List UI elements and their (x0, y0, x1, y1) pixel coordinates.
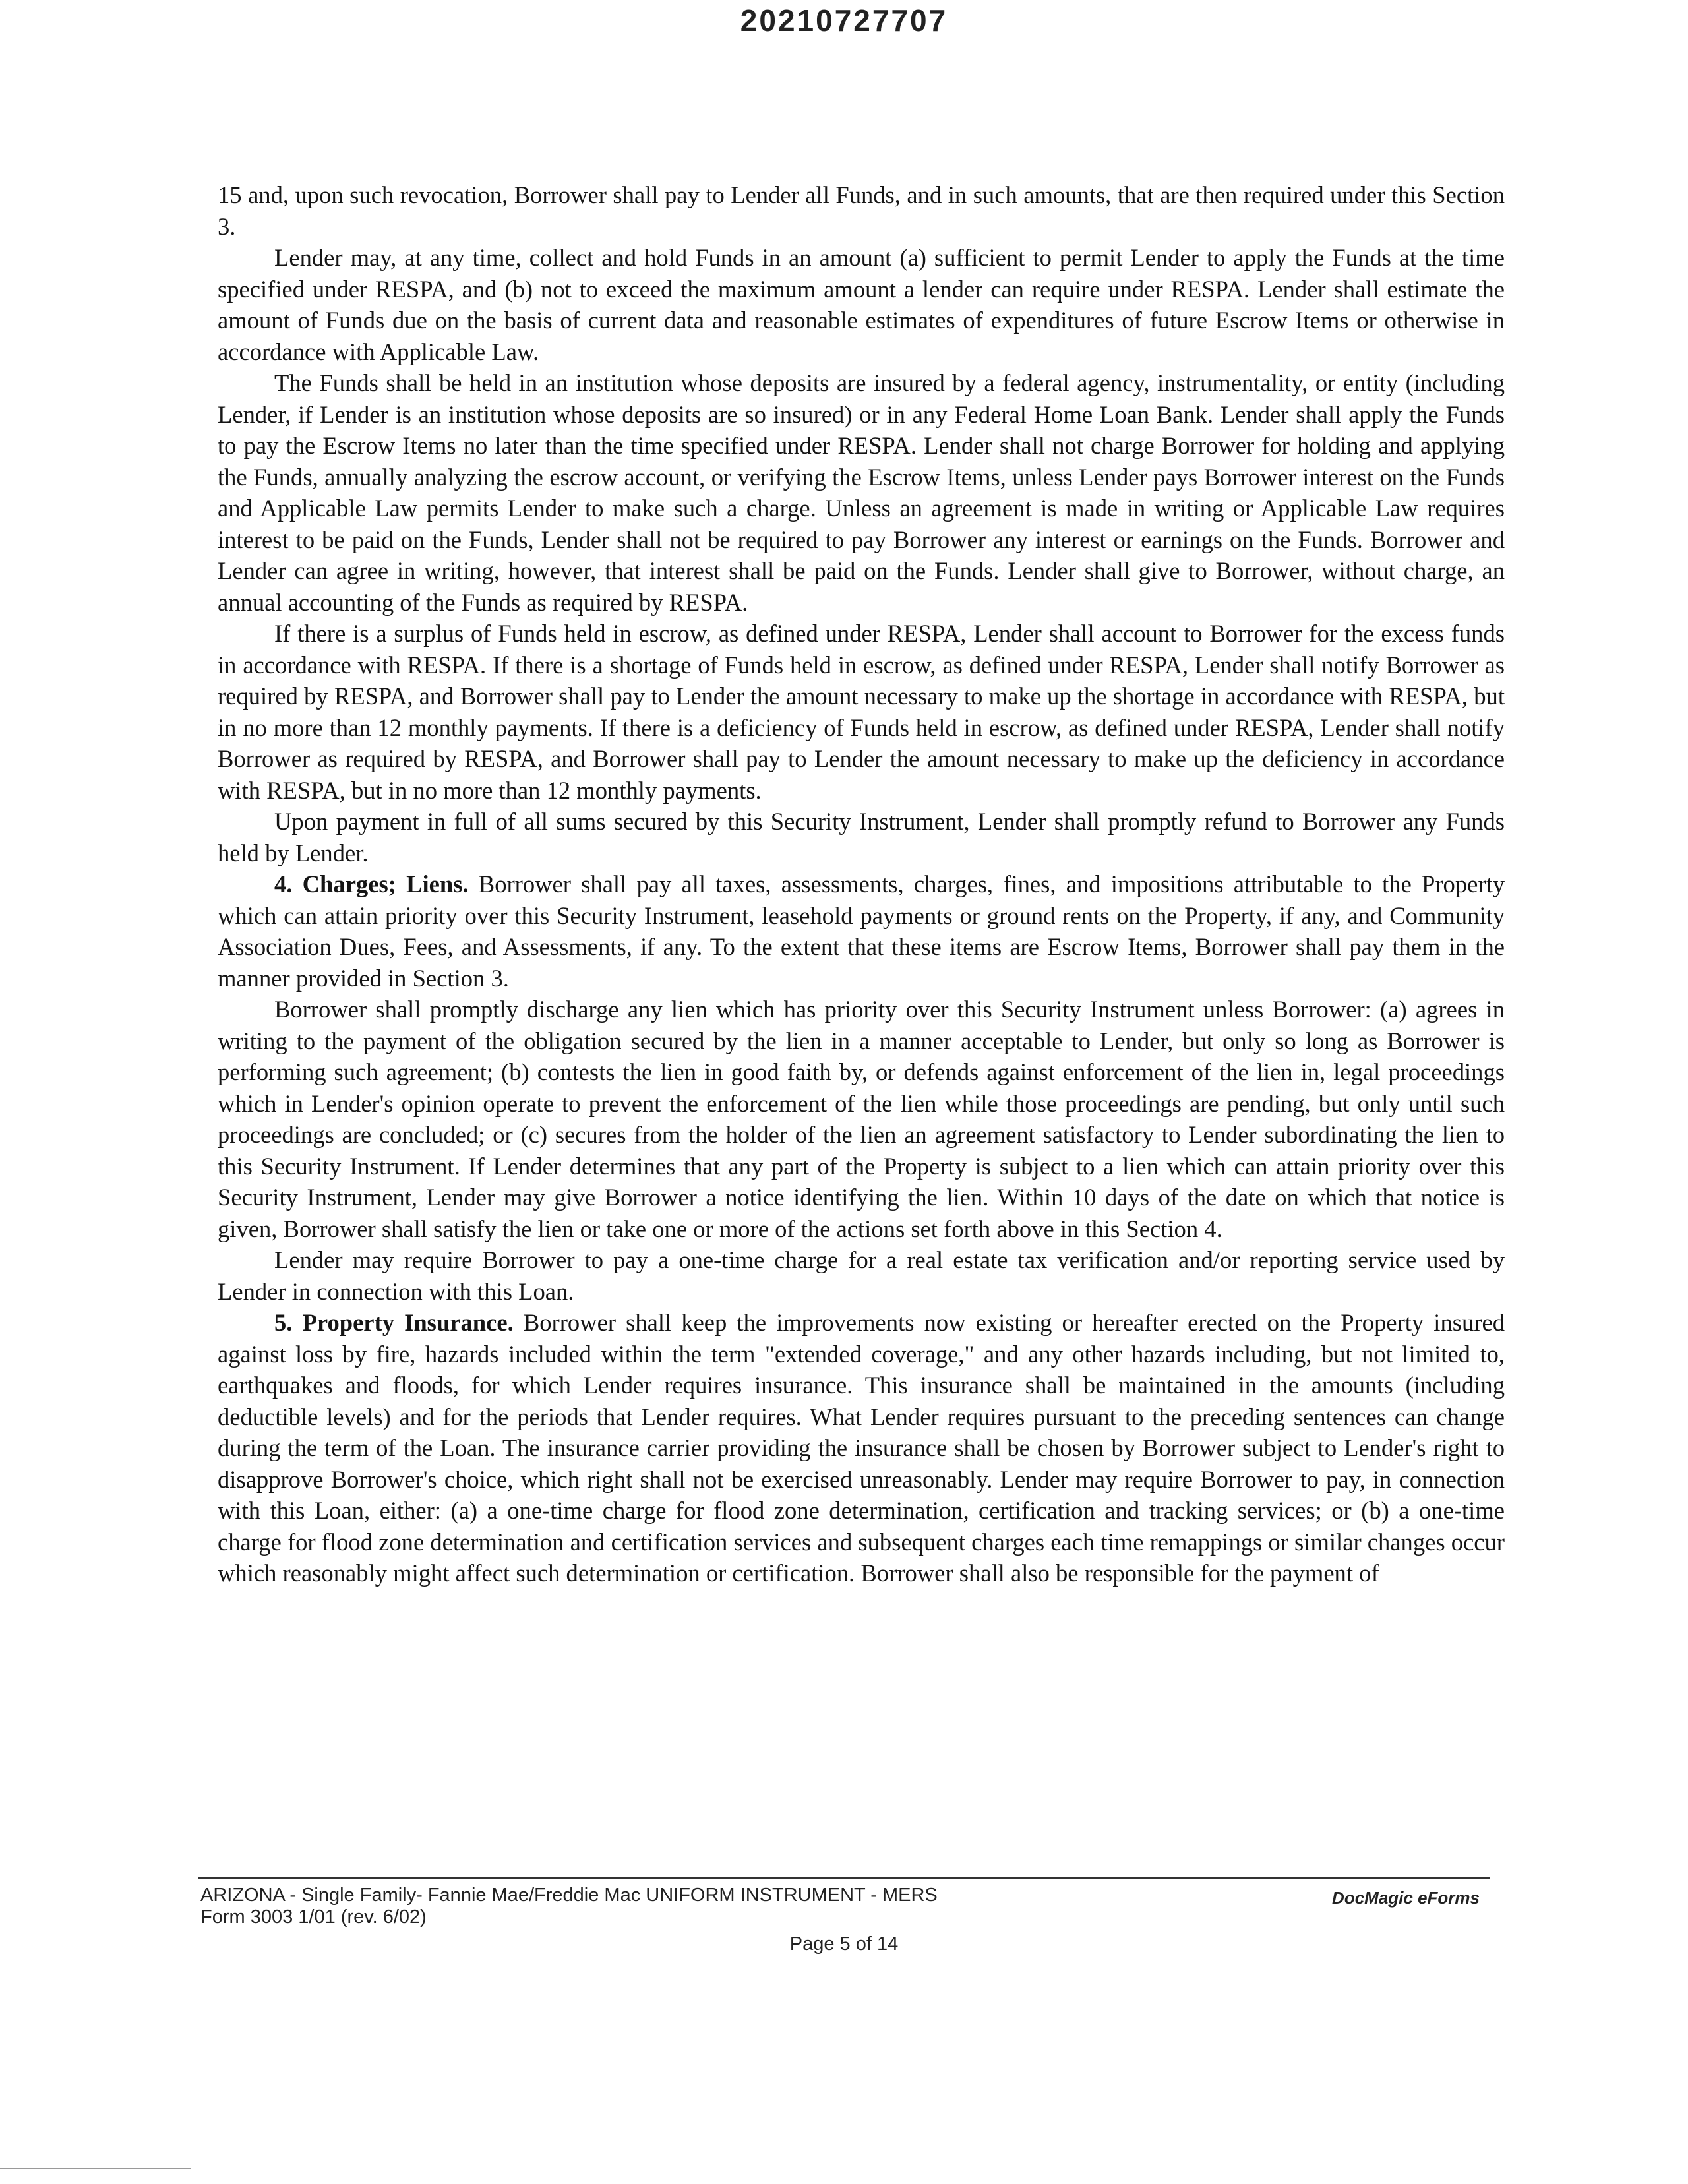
paragraph-7 (218, 1244, 1505, 1307)
footer-divider (198, 1877, 1490, 1879)
paragraph-text: Upon payment in full of all sums secured by this Security Instrument, Lender shall promptly refund to Borrower any Funds held by Lender. (218, 808, 1505, 866)
paragraph-text: Borrower shall keep the improvements now existing or hereafter erected on the Property insured against loss by fire, hazards included within the term "extended coverage," and any other hazards including, but not limited to, earthquakes and floods, for which Lender requires insurance. This insurance shall be maintained in the amounts (including deductible levels) and for the periods that Lender requires. What Lender requires pursuant to the preceding sentences can change during the term of the Loan. The insurance carrier providing the insurance shall be chosen by Borrower subject to Lender's right to disapprove Borrower's choice, which right shall not be exercised unreasonably. Lender may require Borrower to pay, in connection with this Loan, either: (a) a one-time charge for flood zone determination, certification and tracking services; or (b) a one-time charge for flood zone determination and certification services and subsequent charges each time remappings or similar changes occur which reasonably might affect such determination or certification. Borrower shall also be responsible for the payment of (218, 1309, 1505, 1587)
paragraph-text: 15 and, upon such revocation, Borrower shall pay to Lender all Funds, and in such amounts, that are then required under this Section 3. (218, 181, 1505, 240)
section-title-charges-liens: 4. Charges; Liens. (274, 870, 469, 897)
document-body (218, 179, 1505, 1589)
paragraph-2 (218, 367, 1505, 618)
paragraph-8 (218, 1307, 1505, 1589)
form-footer (200, 1885, 1493, 1928)
paragraph-1 (218, 242, 1505, 367)
paragraph-6 (218, 994, 1505, 1244)
paragraph-text: Borrower shall pay all taxes, assessments, charges, fines, and impositions attributable to the Property which can attain priority over this Security Instrument, leasehold payments or ground rents on the Property, if any, and Community Association Dues, Fees, and Assessments, if any. To the extent that these items are Escrow Items, Borrower shall pay them in the manner provided in Section 3. (218, 870, 1505, 992)
document-number: 20210727707 (740, 3, 948, 38)
page-number: Page 5 of 14 (789, 1933, 899, 1955)
paragraph-text: If there is a surplus of Funds held in escrow, as defined under RESPA, Lender shall account to Borrower for the excess funds in accordance with RESPA. If there is a shortage of Funds held in escrow, as defined under RESPA, Lender shall notify Borrower as required by RESPA, and Borrower shall pay to Lender the amount necessary to make up the shortage in accordance with RESPA, but in no more than 12 monthly payments. If there is a deficiency of Funds held in escrow, as defined under RESPA, Lender shall notify Borrower as required by RESPA, and Borrower shall pay to Lender the amount necessary to make up the deficiency in accordance with RESPA, but in no more than 12 monthly payments. (218, 620, 1505, 804)
paragraph-text: The Funds shall be held in an institution whose deposits are insured by a federal agency, instrumentality, or entity (including Lender, if Lender is an institution whose deposits are so insured) or in any Federal Home Loan Bank. Lender shall apply the Funds to pay the Escrow Items no later than the time specified under RESPA. Lender shall not charge Borrower for holding and applying the Funds, annually analyzing the escrow account, or verifying the Escrow Items, unless Lender pays Borrower interest on the Funds and Applicable Law permits Lender to make such a charge. Unless an agreement is made in writing or Applicable Law requires interest to be paid on the Funds, Lender shall not be required to pay Borrower any interest or earnings on the Funds. Borrower and Lender can agree in writing, however, that interest shall be paid on the Funds. Lender shall give to Borrower, without charge, an annual accounting of the Funds as required by RESPA. (218, 369, 1505, 616)
docmagic-logo: DocMagic eForms (1332, 1888, 1480, 1908)
paragraph-3 (218, 618, 1505, 806)
section-title-property-insurance: 5. Property Insurance. (274, 1309, 514, 1336)
paragraph-5 (218, 868, 1505, 994)
paragraph-text: Borrower shall promptly discharge any lien which has priority over this Security Instrument unless Borrower: (a) agrees in writing to the payment of the obligation secured by the lien in a manner acceptable to Lender, but only so long as Borrower is performing such agreement; (b) contests the lien in good faith by, or defends against enforcement of the lien in, legal proceedings which in Lender's opinion operate to prevent the enforcement of the lien while those proceedings are pending, but only until such proceedings are concluded; or (c) secures from the holder of the lien an agreement satisfactory to Lender subordinating the lien to this Security Instrument. If Lender determines that any part of the Property is subject to a lien which can attain priority over this Security Instrument, Lender may give Borrower a notice identifying the lien. Within 10 days of the date on which that notice is given, Borrower shall satisfy the lien or take one or more of the actions set forth above in this Section 4. (218, 996, 1505, 1242)
scan-edge-mark (0, 2168, 191, 2169)
footer-row-1 (200, 1885, 1493, 1906)
paragraph-4 (218, 806, 1505, 868)
paragraph-0 (218, 179, 1505, 242)
form-number: Form 3003 1/01 (rev. 6/02) (200, 1906, 427, 1927)
paragraph-text: Lender may require Borrower to pay a one-time charge for a real estate tax verification and/or reporting service used by Lender in connection with this Loan. (218, 1246, 1505, 1305)
paragraph-text: Lender may, at any time, collect and hold Funds in an amount (a) sufficient to permit Lender to apply the Funds at the time specified under RESPA, and (b) not to exceed the maximum amount a lender can require under RESPA. Lender shall estimate the amount of Funds due on the basis of current data and reasonable estimates of expenditures of future Escrow Items or otherwise in accordance with Applicable Law. (218, 244, 1505, 365)
form-title: ARIZONA - Single Family- Fannie Mae/Freddie Mac UNIFORM INSTRUMENT - MERS (200, 1885, 938, 1906)
footer-row-2 (200, 1906, 1493, 1928)
